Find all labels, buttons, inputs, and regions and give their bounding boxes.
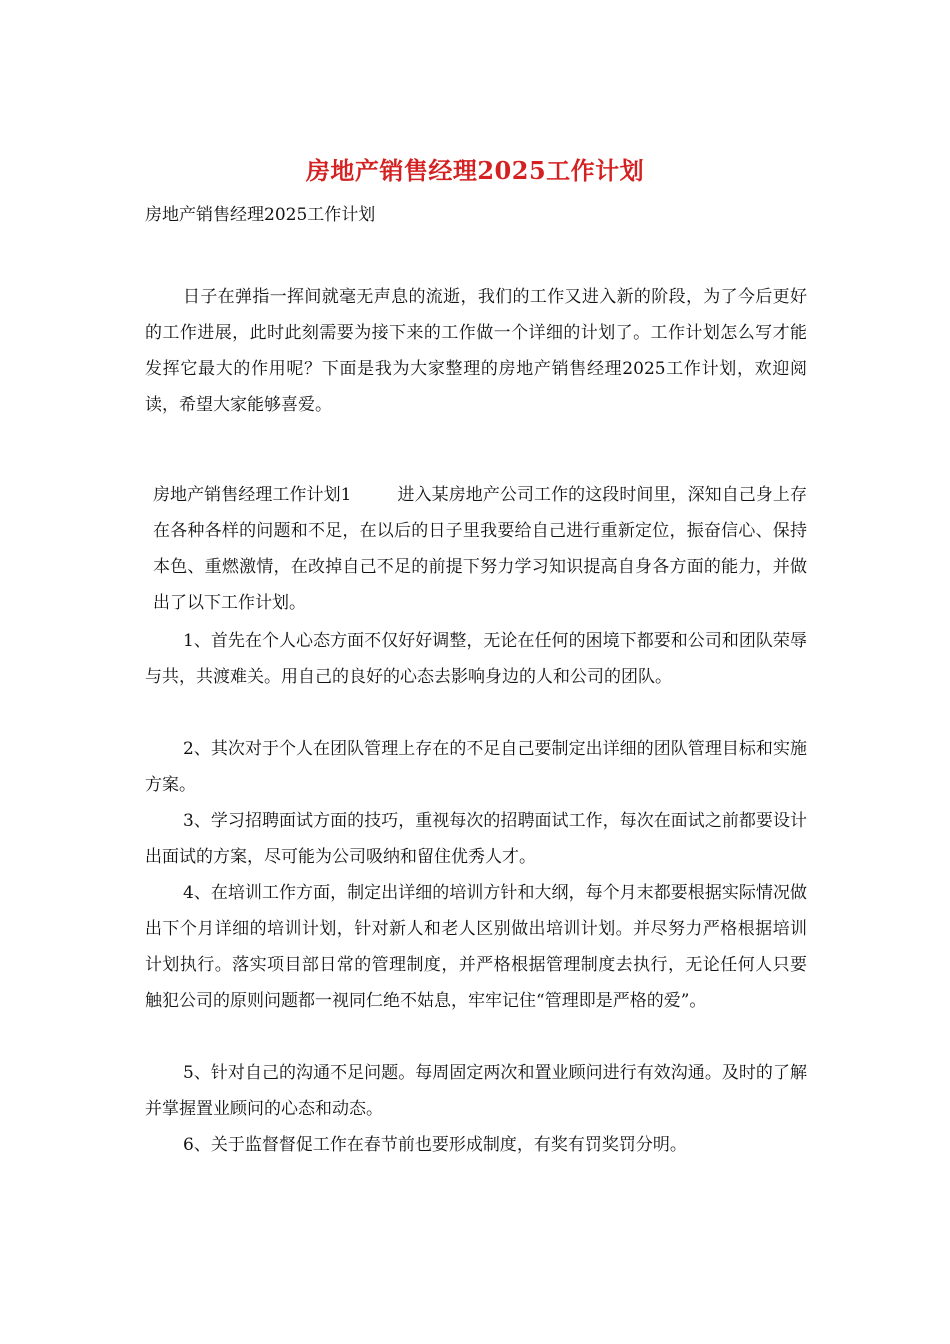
document-subtitle: 房地产销售经理2025工作计划 — [145, 205, 376, 225]
document-title: 房地产销售经理2025工作计划 — [305, 156, 645, 185]
list-item-4: 4、在培训工作方面，制定出详细的培训方针和大纲，每个月末都要根据实际情况做出下个月详细的培训计划，针对新人和老人区别做出培训计划。并尽努力严格根据培训计划执行。落实项目部日常的管理制度，并严格根据管理制度去执行，无论任何人只要触犯公司的原则问题都一视同仁绝不姑息，牢牢记住“管理即是严格的爱”。 — [145, 883, 807, 1011]
section-intro: 进入某房地产公司工作的这段时间里，深知自己身上存在各种各样的问题和不足，在以后的日子里我要给自己进行重新定位，振奋信心、保持本色、重燃激情，在改掉自己不足的前提下努力学习知识提高自身各方面的能力，并做出了以下工作计划。 — [153, 485, 807, 613]
list-item-6: 6、关于监督督促工作在春节前也要形成制度，有奖有罚奖罚分明。 — [183, 1135, 687, 1155]
list-item-5: 5、针对自己的沟通不足问题。每周固定两次和置业顾问进行有效沟通。及时的了解并掌握置业顾问的心态和动态。 — [145, 1063, 807, 1119]
section-paragraph — [145, 477, 807, 621]
intro-paragraph: 日子在弹指一挥间就毫无声息的流逝，我们的工作又进入新的阶段，为了今后更好的工作进展，此时此刻需要为接下来的工作做一个详细的计划了。工作计划怎么写才能发挥它最大的作用呢？下面是我为大家整理的房地产销售经理2025工作计划，欢迎阅读，希望大家能够喜爱。 — [145, 287, 807, 415]
list-item-2: 2、其次对于个人在团队管理上存在的不足自己要制定出详细的团队管理目标和实施方案。 — [145, 739, 807, 795]
list-item-3: 3、学习招聘面试方面的技巧，重视每次的招聘面试工作，每次在面试之前都要设计出面试的方案，尽可能为公司吸纳和留住优秀人才。 — [145, 811, 807, 867]
list-item-1: 1、首先在个人心态方面不仅好好调整，无论在任何的困境下都要和公司和团队荣辱与共，共渡难关。用自己的良好的心态去影响身边的人和公司的团队。 — [145, 631, 807, 687]
section-heading: 房地产销售经理工作计划1 — [153, 485, 352, 505]
